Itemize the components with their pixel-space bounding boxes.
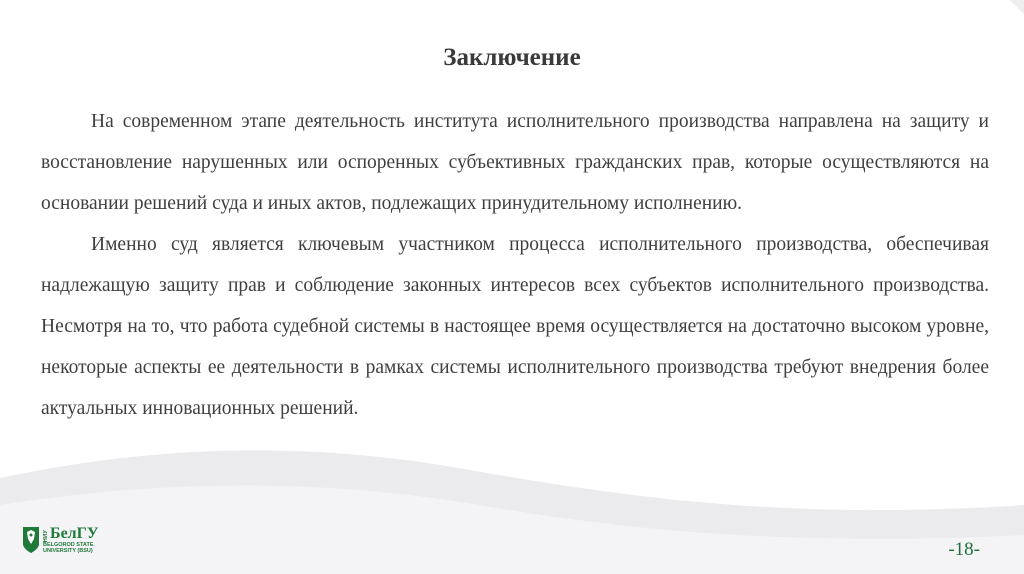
logo-name: БелГУ xyxy=(50,525,99,542)
slide-body xyxy=(41,101,989,429)
logo-niu: НИУ xyxy=(43,529,49,542)
university-shield-icon xyxy=(22,526,40,554)
logo-line-2: UNIVERSITY (BSU) xyxy=(43,548,93,554)
page-number: -18- xyxy=(948,539,980,560)
university-logo xyxy=(22,526,99,554)
logo-line-1: BELGOROD STATE xyxy=(43,542,94,548)
paragraph-2: Именно суд является ключевым участником процесса исполнительного производства, обеспечивая надлежащую защиту прав и соблюдение законных интересов всех субъектов исполнительного производства. Несмотря на то, что работа судебной системы в настоящее время осуществляется на достаточно высоком уровне, некоторые аспекты ее деятельности в рамках системы исполнительного производства требуют внедрения более актуальных инновационных решений. xyxy=(41,234,989,419)
slide-title: Заключение xyxy=(443,44,581,71)
paragraph-1: На современном этапе деятельность института исполнительного производства направлена на защиту и восстановление нарушенных или оспоренных субъективных гражданских прав, которые осуществляются на основании решений суда и иных актов, подлежащих принудительному исполнению. xyxy=(41,111,989,214)
